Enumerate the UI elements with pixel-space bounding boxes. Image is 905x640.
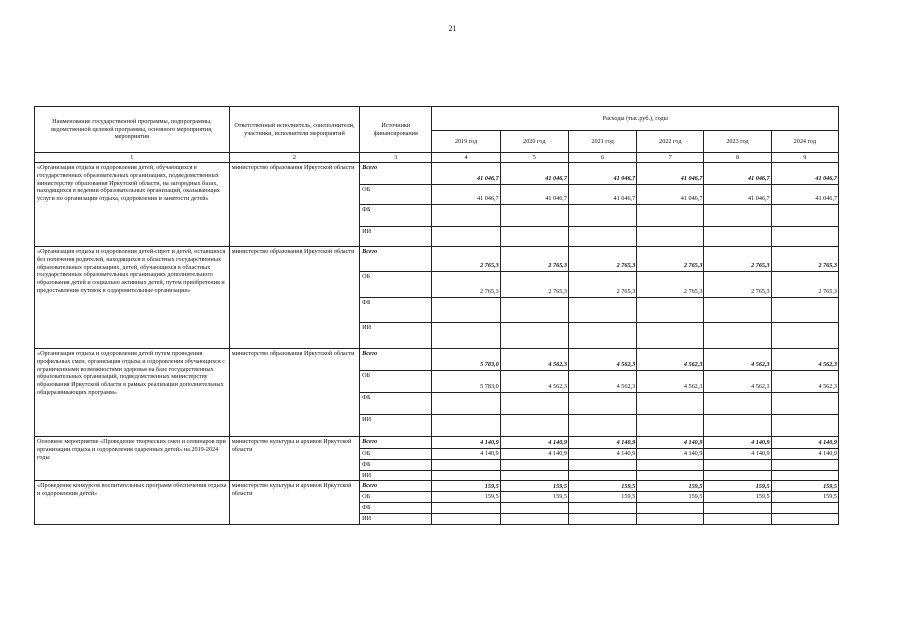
expense-value: [637, 205, 704, 227]
expense-value: [432, 227, 500, 247]
expense-value: 4 140,9: [500, 449, 568, 460]
expense-value: [500, 470, 568, 481]
expense-value: [500, 513, 568, 524]
table-row: [35, 163, 839, 185]
expense-value: 2 765,3: [704, 272, 771, 298]
expense-value: [771, 227, 838, 247]
expense-value: [771, 503, 838, 514]
expense-value: 2 765,3: [637, 272, 704, 298]
expense-value: [568, 459, 636, 470]
expense-value: [704, 513, 771, 524]
expense-value: 41 046,7: [432, 163, 500, 185]
expense-value: [500, 503, 568, 514]
expense-value: [432, 470, 500, 481]
expense-value: [637, 503, 704, 514]
expense-value: [637, 227, 704, 247]
executor-name: министерство культуры и архивов Иркутской области: [229, 437, 359, 481]
column-number: 7: [637, 153, 704, 163]
expense-value: 4 140,9: [500, 437, 568, 449]
expense-value: 2 765,3: [771, 272, 838, 298]
expense-value: 159,5: [500, 481, 568, 492]
funding-source: ОБ: [360, 449, 432, 460]
expense-value: 159,5: [432, 481, 500, 492]
funding-source: ОБ: [360, 371, 432, 393]
funding-source: Всего: [360, 437, 432, 449]
column-number: 2: [229, 153, 359, 163]
expense-value: [637, 513, 704, 524]
expense-value: 4 140,9: [771, 437, 838, 449]
header-year: 2020 год: [500, 131, 568, 153]
expense-value: [500, 205, 568, 227]
expense-value: 5 783,0: [432, 371, 500, 393]
expense-value: [500, 393, 568, 415]
expense-value: 4 562,3: [568, 371, 636, 393]
expense-value: [637, 415, 704, 437]
funding-source: Всего: [360, 349, 432, 371]
expense-value: 41 046,7: [637, 163, 704, 185]
expense-value: 4 140,9: [771, 449, 838, 460]
expense-value: 2 765,3: [704, 247, 771, 272]
activity-name: «Организация отдыха и оздоровления детей путем проведения профильных смен, организация отдыха и оздоровления обучающихся с ограниченными возможностями здоровья на базе государственных образовательных организаций, подведомственных министерству образования Иркутской области в рамках реализации дополнительных общеразвивающих программ»: [35, 349, 230, 437]
funding-source: ФБ: [360, 205, 432, 227]
table-row: [35, 437, 839, 449]
expense-value: [637, 323, 704, 349]
expenses-table: [34, 106, 839, 525]
table-row: [35, 247, 839, 272]
expense-value: [771, 298, 838, 323]
expense-value: [432, 205, 500, 227]
expense-value: [568, 470, 636, 481]
funding-source: ИИ: [360, 513, 432, 524]
expense-value: 41 046,7: [568, 163, 636, 185]
expense-value: 41 046,7: [500, 163, 568, 185]
funding-source: ФБ: [360, 459, 432, 470]
expense-value: 4 140,9: [637, 437, 704, 449]
expense-value: 159,5: [568, 492, 636, 503]
expense-value: 4 140,9: [568, 437, 636, 449]
column-number: 4: [432, 153, 500, 163]
funding-source: Всего: [360, 481, 432, 492]
expense-value: [432, 459, 500, 470]
expense-value: 2 765,3: [771, 247, 838, 272]
activity-name: «Проведение конкурсов воспитательных программ обеспечения отдыха и оздоровления детей»: [35, 481, 230, 524]
expense-value: [771, 323, 838, 349]
header-year: 2022 год: [637, 131, 704, 153]
expense-value: [500, 415, 568, 437]
expense-value: 4 562,3: [500, 349, 568, 371]
expense-value: 159,5: [500, 492, 568, 503]
expense-value: [704, 323, 771, 349]
expense-value: 41 046,7: [637, 185, 704, 205]
expense-value: 41 046,7: [771, 163, 838, 185]
expense-value: 4 140,9: [568, 449, 636, 460]
expense-value: [568, 323, 636, 349]
expense-value: [432, 393, 500, 415]
expense-value: 4 562,3: [771, 349, 838, 371]
activity-name: «Организация отдыха и оздоровления детей-сирот и детей, оставшихся без попечения родителей, находящихся в областных государственных образовательных организациях, детей, обучающихся в областных государственных образовательных организациях дополнительного образования детей и социально активных детей, путем приобретения и предоставления путевок в оздоровительные организации»: [35, 247, 230, 349]
expense-value: 2 765,3: [500, 247, 568, 272]
table-body: [35, 163, 839, 525]
funding-source: ФБ: [360, 503, 432, 514]
table-row: [35, 349, 839, 371]
expense-value: [637, 298, 704, 323]
header-expenses: Расходы (тыс.руб.), годы: [432, 107, 839, 131]
expense-value: [704, 503, 771, 514]
header-name: Наименование государственной программы, подпрограммы, ведомственной целевой программы, основного мероприятия, мероприятия: [35, 107, 230, 153]
column-number: 5: [500, 153, 568, 163]
expense-value: 41 046,7: [568, 185, 636, 205]
expense-value: [568, 227, 636, 247]
expense-value: 4 562,3: [704, 371, 771, 393]
expense-value: [432, 298, 500, 323]
expense-value: [568, 298, 636, 323]
expense-value: [500, 323, 568, 349]
expense-value: 4 140,9: [704, 449, 771, 460]
expense-value: 159,5: [568, 481, 636, 492]
executor-name: министерство образования Иркутской области: [229, 247, 359, 349]
expense-value: [704, 459, 771, 470]
header-year: 2024 год: [771, 131, 838, 153]
expense-value: 41 046,7: [704, 163, 771, 185]
page-number: 21: [448, 24, 457, 33]
expense-value: [637, 393, 704, 415]
expense-value: [704, 298, 771, 323]
expense-value: [771, 393, 838, 415]
expense-value: [771, 513, 838, 524]
funding-source: ФБ: [360, 393, 432, 415]
expense-value: [568, 503, 636, 514]
funding-source: ОБ: [360, 492, 432, 503]
expense-value: 2 765,3: [432, 247, 500, 272]
header-year: 2019 год: [432, 131, 500, 153]
column-number: 8: [704, 153, 771, 163]
executor-name: министерство образования Иркутской области: [229, 163, 359, 247]
expense-value: 4 562,3: [500, 371, 568, 393]
funding-source: ИИ: [360, 323, 432, 349]
expense-value: [771, 415, 838, 437]
expense-value: [704, 415, 771, 437]
expense-value: [500, 227, 568, 247]
expense-value: 4 140,9: [432, 449, 500, 460]
expense-value: [771, 205, 838, 227]
expense-value: [704, 205, 771, 227]
expense-value: [704, 393, 771, 415]
expense-value: [432, 415, 500, 437]
expense-value: [637, 470, 704, 481]
expense-value: 41 046,7: [432, 185, 500, 205]
expense-value: 159,5: [771, 492, 838, 503]
expense-value: [568, 415, 636, 437]
expense-value: 2 765,3: [432, 272, 500, 298]
expense-value: 4 562,3: [637, 349, 704, 371]
expense-value: 41 046,7: [771, 185, 838, 205]
expense-value: 159,5: [704, 481, 771, 492]
column-number: 3: [360, 153, 432, 163]
expense-value: 41 046,7: [500, 185, 568, 205]
expense-value: 159,5: [704, 492, 771, 503]
expense-value: [500, 298, 568, 323]
funding-source: ИИ: [360, 415, 432, 437]
funding-source: ИИ: [360, 470, 432, 481]
header-executor: Ответственный исполнитель, соисполнители, участники, исполнители мероприятий: [229, 107, 359, 153]
expense-value: 4 562,3: [637, 371, 704, 393]
funding-source: Всего: [360, 163, 432, 185]
column-number: 1: [35, 153, 230, 163]
funding-source: ФБ: [360, 298, 432, 323]
column-number: 6: [568, 153, 636, 163]
expense-value: 4 562,3: [704, 349, 771, 371]
expense-value: 2 765,3: [637, 247, 704, 272]
expense-value: 4 562,3: [568, 349, 636, 371]
expense-value: [771, 470, 838, 481]
expense-value: [432, 513, 500, 524]
expense-value: 41 046,7: [704, 185, 771, 205]
expense-value: 4 562,3: [771, 371, 838, 393]
header-year: 2023 год: [704, 131, 771, 153]
expense-value: [500, 459, 568, 470]
expense-value: 2 765,3: [568, 247, 636, 272]
expense-value: 4 140,9: [704, 437, 771, 449]
expense-value: 159,5: [637, 481, 704, 492]
expense-value: 4 140,9: [432, 437, 500, 449]
funding-source: ИИ: [360, 227, 432, 247]
expense-value: 5 783,0: [432, 349, 500, 371]
expense-value: 2 765,3: [568, 272, 636, 298]
expense-value: 159,5: [637, 492, 704, 503]
expense-value: 4 140,9: [637, 449, 704, 460]
expense-value: [568, 513, 636, 524]
expense-value: 2 765,3: [500, 272, 568, 298]
header-sources: Источники финансирования: [360, 107, 432, 153]
expense-value: [637, 459, 704, 470]
expense-value: [568, 393, 636, 415]
expense-value: 159,5: [771, 481, 838, 492]
expense-value: 159,5: [432, 492, 500, 503]
executor-name: министерство культуры и архивов Иркутской области: [229, 481, 359, 524]
header-year: 2021 год: [568, 131, 636, 153]
expense-value: [771, 459, 838, 470]
funding-source: ОБ: [360, 185, 432, 205]
expense-value: [432, 503, 500, 514]
funding-source: ОБ: [360, 272, 432, 298]
activity-name: «Организация отдыха и оздоровления детей, обучающихся в государственных образовательных организациях, подведомственных министерству образования Иркутской области, на загородных базах, находящихся в ведении образовательных организаций, оказывающих услуги по организации отдыха, оздоровления и занятости детей»: [35, 163, 230, 247]
funding-source: Всего: [360, 247, 432, 272]
expense-value: [704, 227, 771, 247]
expense-value: [568, 205, 636, 227]
executor-name: министерство образования Иркутской области: [229, 349, 359, 437]
activity-name: Основное мероприятие «Проведение творческих смен и семинаров при организации отдыха и оздоровления одаренных детей» на 2019-2024 годы: [35, 437, 230, 481]
expense-value: [432, 323, 500, 349]
column-number: 9: [771, 153, 838, 163]
table-row: [35, 481, 839, 492]
expense-value: [704, 470, 771, 481]
